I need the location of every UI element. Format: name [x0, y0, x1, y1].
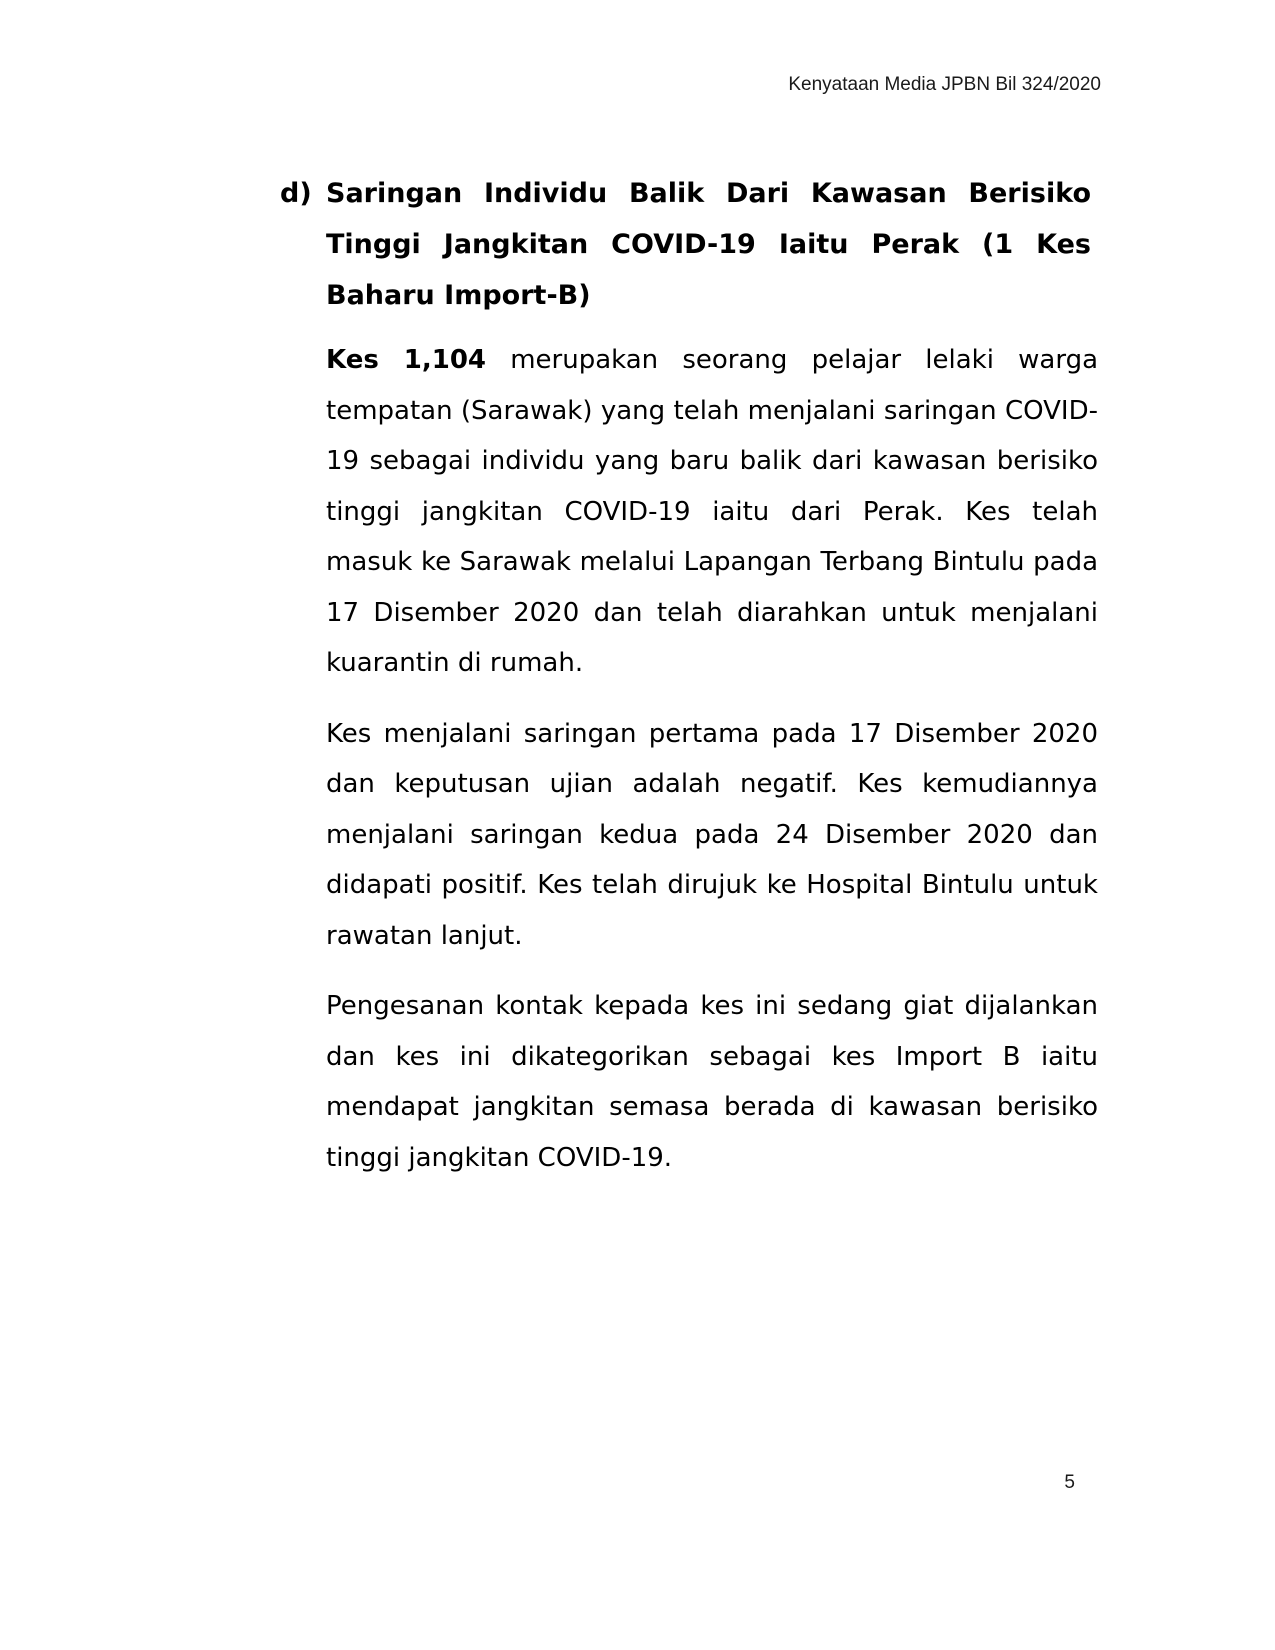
case-id: Kes 1,104: [326, 345, 487, 375]
page-number: 5: [1064, 1472, 1075, 1493]
section-body: [326, 335, 1098, 1183]
section-d: [280, 168, 1100, 1183]
document-reference: Kenyataan Media JPBN Bil 324/2020: [788, 74, 1101, 95]
section-heading: [280, 168, 1100, 321]
paragraph-case-details: [326, 335, 1098, 689]
paragraph-contact-tracing: Pengesanan kontak kepada kes ini sedang giat dijalankan dan kes ini dikategorikan sebagai kes Import B iaitu mendapat jangkitan semasa berada di kawasan berisiko tinggi jangkitan COVID-19.: [326, 991, 1098, 1173]
section-title: Saringan Individu Balik Dari Kawasan Berisiko Tinggi Jangkitan COVID-19 Iaitu Perak (1 Kes Baharu Import-B): [326, 178, 1091, 311]
paragraph-screening: Kes menjalani saringan pertama pada 17 Disember 2020 dan keputusan ujian adalah negatif. Kes kemudiannya menjalani saringan kedua pada 24 Disember 2020 dan didapati positif. Kes telah dirujuk ke Hospital Bintulu untuk rawatan lanjut.: [326, 718, 1098, 951]
case-details-text: merupakan seorang pelajar lelaki warga tempatan (Sarawak) yang telah menjalani saringan COVID-19 sebagai individu yang baru balik dari kawasan berisiko tinggi jangkitan COVID-19 iaitu dari Perak. Kes telah masuk ke Sarawak melalui Lapangan Terbang Bintulu pada 17 Disember 2020 dan telah diarahkan untuk menjalani kuarantin di rumah.: [326, 345, 1099, 678]
section-marker: d): [280, 178, 312, 209]
